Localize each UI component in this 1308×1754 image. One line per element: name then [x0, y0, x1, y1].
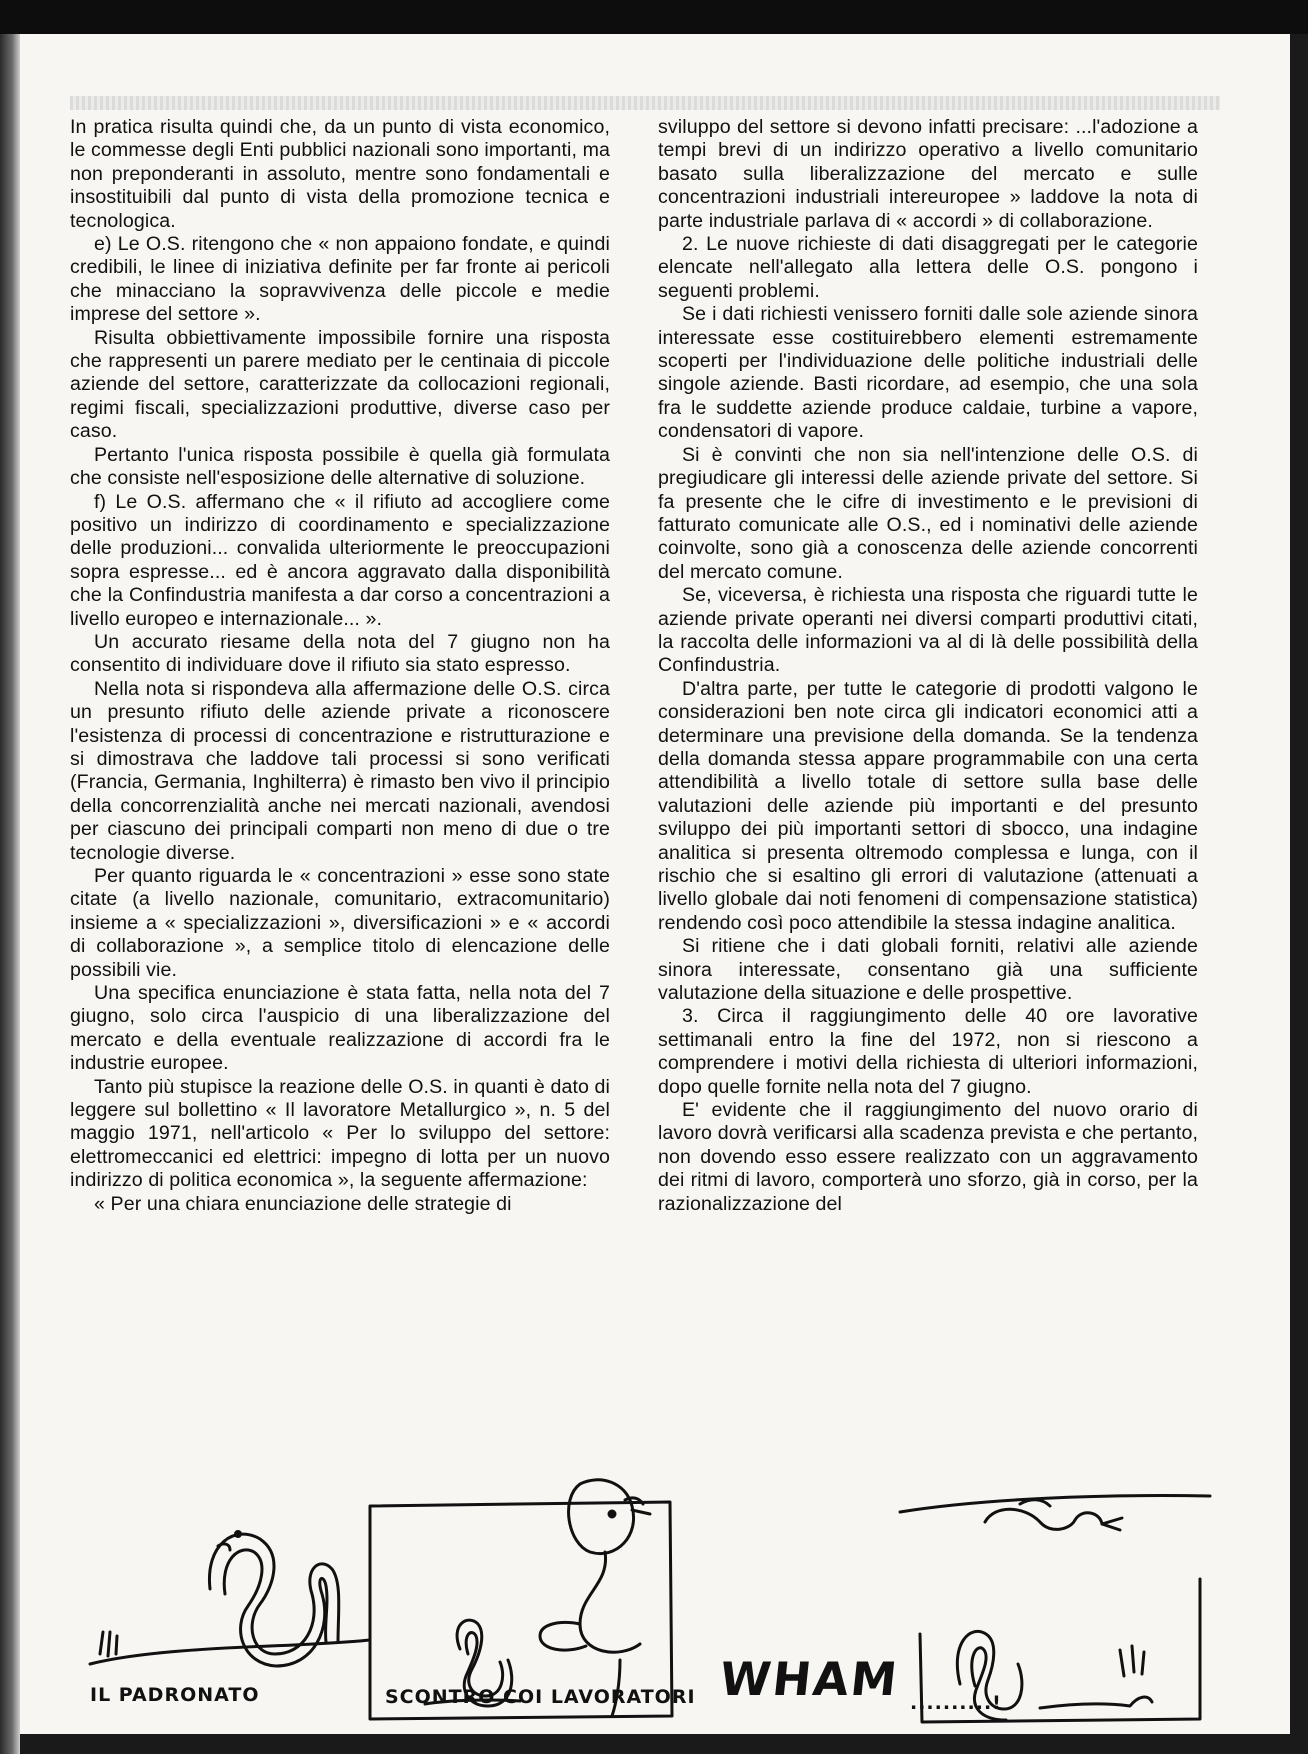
paragraph: Un accurato riesame della nota del 7 giugno non ha consentito di individuare dove il rifiuto sia stato espresso. [70, 630, 610, 677]
panel-2-drawing [425, 1480, 650, 1716]
right-text-column [658, 116, 1198, 1216]
scan-top-border [0, 0, 1308, 34]
scan-left-border [0, 34, 20, 1754]
paragraph: 2. Le nuove richieste di dati disaggregati per le categorie elencate nell'allegato alla lettera delle O.S. pongono i seguenti problemi. [658, 233, 1198, 302]
paragraph: Si ritiene che i dati globali forniti, relativi alle aziende sinora interessate, consentano già una sufficiente valutazione della situazione e delle prospettive. [658, 935, 1198, 1005]
wham-sound-effect: WHAM [717, 1652, 902, 1706]
panel-3-drawing [957, 1500, 1152, 1720]
paragraph: Per quanto riguarda le « concentrazioni » esse sono state citate (a livello nazionale, comunitario, extracomunitario) insieme a « specializzazioni », diversificazioni » e « accordi di collaborazione », a semplice titolo di elencazione delle possibili vie. [70, 865, 610, 981]
paragraph: Tanto più stupisce la reazione delle O.S. in quanti è dato di leggere sul bollettino « Il lavoratore Metallurgico », n. 5 del maggio 1971, nell'articolo « Per lo sviluppo del settore: elettromeccanici ed elettrici: impegno di lotta per un nuovo indirizzo di politica economica », la seguente affermazione: [70, 1075, 610, 1192]
paragraph: D'altra parte, per tutte le categorie di prodotti valgono le considerazioni ben note circa gli indicatori economici atti a determinare una previsione della domanda. Se la tendenza della domanda stessa appare programmabile con una certa attendibilità a livello totale di settore sulla base delle valutazioni delle aziende più importanti e del presunto sviluppo dei più importanti settori di sbocco, una indagine analitica si presenta oltremodo complessa e lunga, con il rischio che si esaltino gli errori di valutazione (attenuati a livello globale dai noti fenomeni di compensazione statistica) rendendo così poco attendibile la stessa indagine analitica. [658, 677, 1198, 934]
paragraph: E' evidente che il raggiungimento del nuovo orario di lavoro dovrà verificarsi alla scadenza prevista e che pertanto, non dovendo esso essere realizzato con un aggravamento dei ritmi di lavoro, comporterà uno sforzo, già in corso, per la razionalizzazione del [658, 1099, 1198, 1215]
magazine-page [20, 34, 1290, 1734]
paragraph: Se i dati richiesti venissero forniti dalle sole aziende sinora interessate esse costituirebbero elementi estremamente scoperti per l'individuazione delle politiche industriali delle singole aziende. Basti ricordare, ad esempio, che una sola fra le suddette aziende produce caldaie, turbine a vapore, condensatori di vapore. [658, 303, 1198, 443]
paragraph: Se, viceversa, è richiesta una risposta che riguardi tutte le aziende private operanti nei diversi comparti produttivi citati, la raccolta delle informazioni va al di là delle possibilità della Confindustria. [658, 584, 1198, 677]
comic-drawing [20, 1324, 1290, 1734]
paragraph: Si è convinti che non sia nell'intenzione delle O.S. di pregiudicare gli interessi delle aziende private del settore. Si fa presente che le cifre di investimento e le previsioni di fatturato comunicate alle O.S., ed i nominativi delle aziende coinvolte, sono già a conoscenza delle aziende concorrenti del mercato comune. [658, 443, 1198, 583]
caption-scontro: SCONTRO COI LAVORATORI [385, 1686, 696, 1708]
comic-strip [20, 1324, 1290, 1734]
worm-panel-1-drawing [90, 1532, 370, 1667]
paragraph: In pratica risulta quindi che, da un punto di vista economico, le commesse degli Enti pubblici nazionali sono importanti, ma non preponderanti in assoluto, mentre sono fondamentali e insostituibili dal punto di vista della promozione tecnica e tecnologica. [70, 116, 610, 232]
bleed-through-band [70, 96, 1220, 110]
paragraph: sviluppo del settore si devono infatti precisare: ...l'adozione a tempi brevi di un indirizzo operativo a livello comunitario basato sulla liberalizzazione del mercato e sulle concentrazioni industriali intereuropee » laddove la nota di parte industriale parlava di « accordi » di collaborazione. [658, 116, 1198, 232]
paragraph: Pertanto l'unica risposta possibile è quella già formulata che consiste nell'esposizione delle alternative di soluzione. [70, 443, 610, 490]
left-text-column [70, 116, 610, 1216]
paragraph: Risulta obbiettivamente impossibile fornire una risposta che rappresenti un parere mediato per le centinaia di piccole aziende del settore, caratterizzate da collocazioni regionali, regimi fiscali, specializzazioni produttive, diverse caso per caso. [70, 326, 610, 443]
paragraph: e) Le O.S. ritengono che « non appaiono fondate, e quindi credibili, le linee di iniziativa definite per far fronte ai pericoli che minacciano la sopravvivenza delle piccole e medie imprese del settore ». [70, 233, 610, 326]
caption-dots: ..........! [910, 1692, 1002, 1714]
paragraph: Una specifica enunciazione è stata fatta, nella nota del 7 giugno, solo circa l'auspicio di una liberalizzazione del mercato e della eventuale realizzazione di accordi fra le industrie europee. [70, 982, 610, 1075]
paragraph: Nella nota si rispondeva alla affermazione delle O.S. circa un presunto rifiuto delle aziende private a riconoscere l'esistenza di processi di concentrazione e ristrutturazione e si dimostrava che laddove tali processi si sono verificati (Francia, Germania, Inghilterra) è rimasto ben vivo il principio della concorrenzialità anche nei mercati nazionali, avendosi per ciascuno dei principali comparti non meno di due o tre tecnologie diverse. [70, 677, 610, 864]
caption-padronato: IL PADRONATO [90, 1684, 260, 1706]
paragraph: 3. Circa il raggiungimento delle 40 ore lavorative settimanali entro la fine del 1972, non si riescono a comprendere i motivi della richiesta di ulteriori informazioni, dopo quelle fornite nella nota del 7 giugno. [658, 1005, 1198, 1098]
paragraph: f) Le O.S. affermano che « il rifiuto ad accogliere come positivo un indirizzo di coordinamento e specializzazione delle produzioni... convalida ulteriormente le preoccupazioni sopra espresse... ed è ancora aggravato dalla disponibilità che la Confindustria manifesta a dar corso a concentrazioni a livello europeo e internazionale... ». [70, 490, 610, 630]
paragraph: « Per una chiara enunciazione delle strategie di [94, 1192, 512, 1215]
